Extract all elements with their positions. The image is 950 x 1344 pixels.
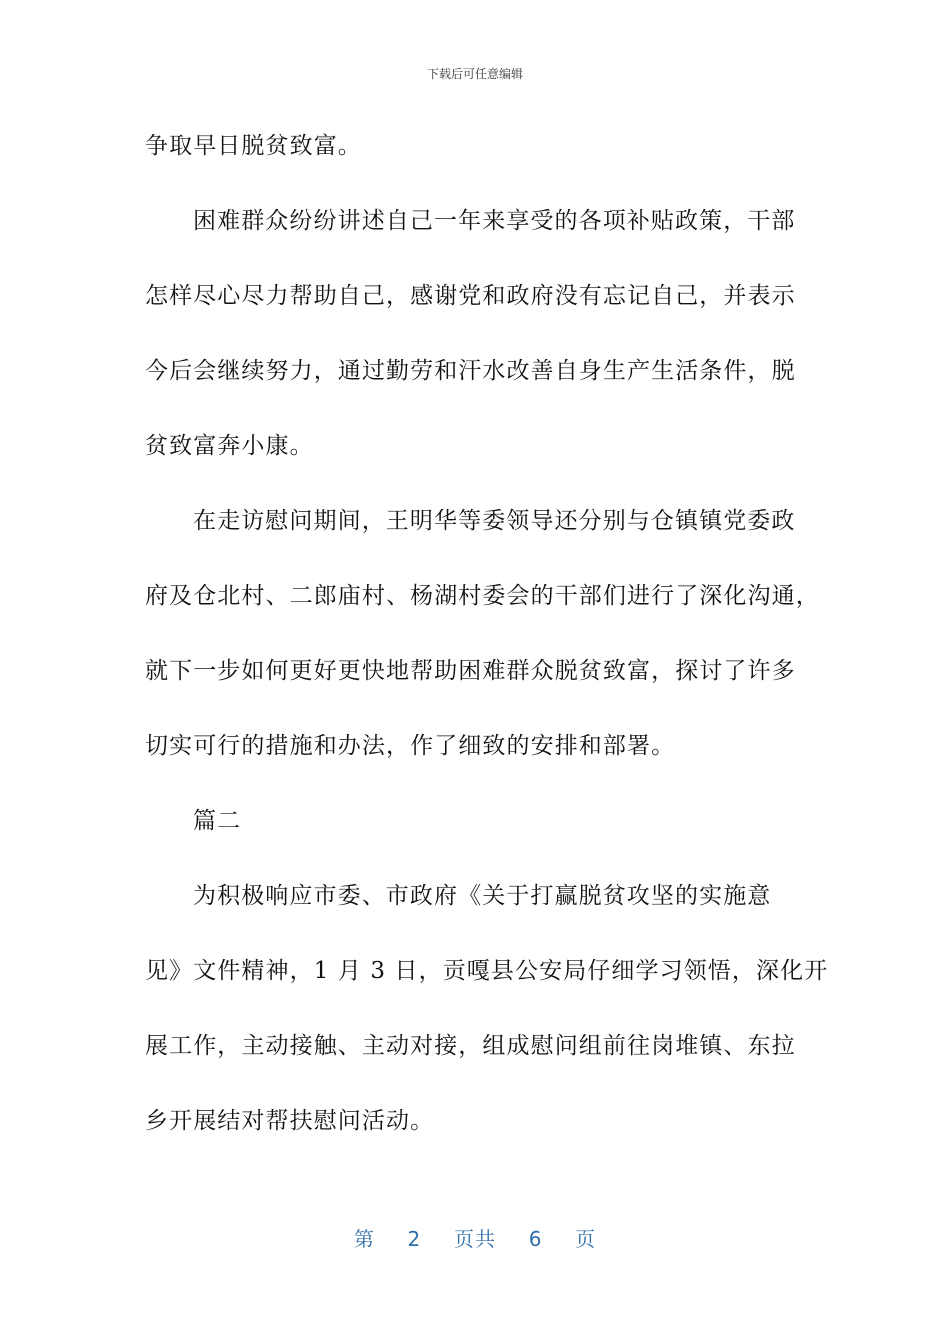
document-body: [145, 124, 829, 1174]
text-line: 切实可行的措施和办法，作了细致的安排和部署。: [145, 733, 676, 759]
text-line: 困难群众纷纷讲述自己一年来享受的各项补贴政策，干部: [193, 208, 796, 234]
text-line: 为积极响应市委、市政府《关于打赢脱贫攻坚的实施意: [193, 883, 772, 909]
text-line: 乡开展结对帮扶慰问活动。: [145, 1108, 435, 1134]
page-header: 下载后可任意编辑: [426, 67, 523, 81]
footer-middle: 页共: [454, 1227, 496, 1251]
text-line: 争取早日脱贫致富。: [145, 133, 362, 159]
current-page-number: 2: [407, 1227, 422, 1251]
text-line: 今后会继续努力，通过勤劳和汗水改善自身生产生活条件，脱: [145, 358, 796, 384]
text-line: 见》文件精神，1 月 3 日，贡嘎县公安局仔细学习领悟，深化开: [145, 958, 829, 984]
text-line: 贫致富奔小康。: [145, 433, 314, 459]
text-line: 在走访慰问期间，王明华等委领导还分别与仓镇镇党委政: [193, 508, 796, 534]
text-line: 展工作，主动接触、主动对接，组成慰问组前往岗堆镇、东拉: [145, 1033, 796, 1059]
footer-suffix: 页: [575, 1227, 597, 1251]
total-pages-number: 6: [528, 1227, 543, 1251]
text-line: 怎样尽心尽力帮助自己，感谢党和政府没有忘记自己，并表示: [145, 283, 796, 309]
footer-prefix: 第: [353, 1227, 375, 1251]
section-heading: 篇二: [193, 808, 242, 834]
text-line: 府及仓北村、二郎庙村、杨湖村委会的干部们进行了深化沟通，: [145, 583, 820, 609]
page-footer: [0, 1226, 950, 1252]
text-line: 就下一步如何更好更快地帮助困难群众脱贫致富，探讨了许多: [145, 658, 796, 684]
